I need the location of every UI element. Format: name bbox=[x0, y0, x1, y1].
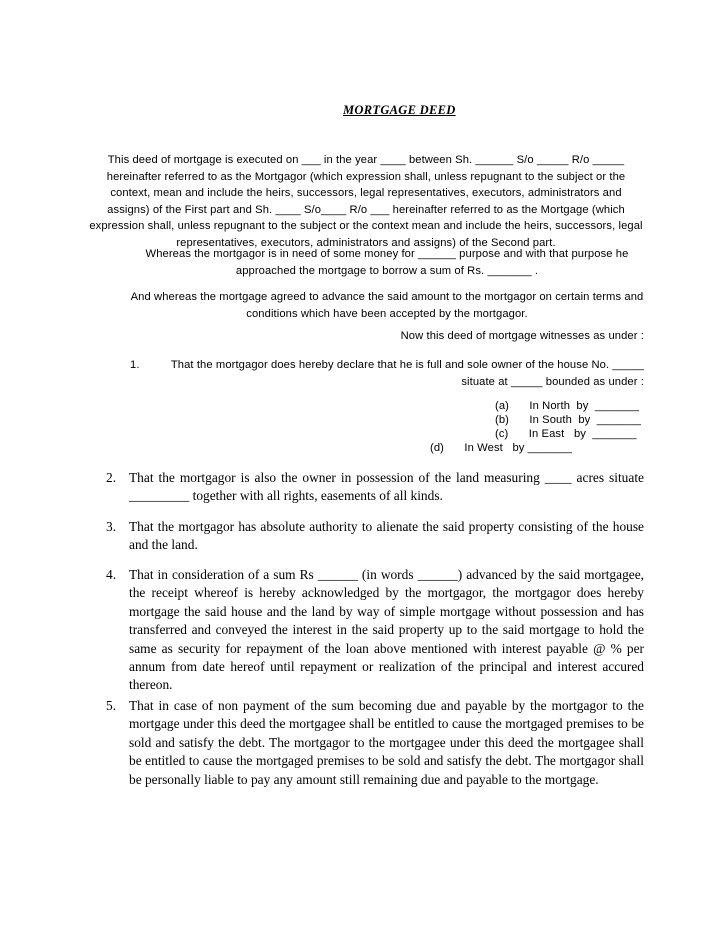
boundary-label: (a) bbox=[495, 400, 509, 412]
boundary-text: In East by _______ bbox=[528, 428, 637, 440]
document-title: MORTGAGE DEED bbox=[343, 103, 456, 117]
clause-number: 1. bbox=[130, 359, 140, 371]
clause-text: That the mortgagor is also the owner in possession of the land measuring ____ acres situate _________ together with all rights, easements of all kinds. bbox=[129, 470, 644, 504]
whereas-paragraph: Whereas the mortgagor is in need of some money for ______ purpose and with that purpose he approached the mortgage to borrow a sum of Rs. _______ . bbox=[145, 248, 629, 277]
clause-number: 2. bbox=[106, 470, 117, 485]
boundary-west bbox=[430, 440, 572, 457]
boundary-text: In South by _______ bbox=[529, 414, 641, 426]
boundary-label: (c) bbox=[495, 428, 509, 440]
clause-number: 3. bbox=[106, 519, 117, 534]
clause-number: 5. bbox=[106, 698, 117, 713]
boundary-label: (d) bbox=[430, 442, 444, 454]
clause-text: That in consideration of a sum Rs ______ (in words ______) advanced by the said mortgagee, the receipt whereof is hereby acknowledged by the mortgagor, the mortgagor does hereby mortgage the said house and the land by way of simple mortgage without possession and has transferred and conveyed the interest in the said property up to the said mortgage to hold the same as security for repayment of the loan above mentioned with interest payable @ % per annum from date hereof until repayment or realization of the principal and interest accured thereon. bbox=[129, 567, 644, 693]
and-whereas-paragraph: And whereas the mortgage agreed to advance the said amount to the mortgagor on certain terms and conditions which have been accepted by the mortgagor. bbox=[130, 291, 644, 320]
clause-number: 4. bbox=[106, 567, 117, 582]
clause-text: That the mortgagor does hereby declare that he is full and sole owner of the house No. _____ situate at _____ bounded as under : bbox=[170, 359, 644, 388]
clause-text: That the mortgagor has absolute authority to alienate the said property consisting of the house and the land. bbox=[129, 519, 644, 553]
clause-5 bbox=[106, 697, 644, 789]
boundary-label: (b) bbox=[495, 414, 509, 426]
witnesses-line: Now this deed of mortgage witnesses as under : bbox=[400, 330, 644, 342]
clause-3 bbox=[106, 518, 644, 555]
clause-text: That in case of non payment of the sum becoming due and payable by the mortgagor to the mortgage under this deed the mortgagee shall be entitled to cause the mortgaged premises to be sold and satisfy the debt. The mortgagor to the mortgagee under this deed the mortgagee shall be entitled to cause the mortgaged premises to be sold and satisfy the debt. The mortgagor shall be personally liable to pay any amount still remaining due and payable to the mortgage. bbox=[129, 698, 644, 787]
clause-2 bbox=[106, 469, 644, 506]
boundary-text: In West by _______ bbox=[464, 442, 572, 454]
intro-paragraph: This deed of mortgage is executed on ___ in the year ____ between Sh. ______ S/o _____ R/o _____ hereinafter referred to as the Mortgagor (which expression shall, unless repugnant to the subject or the context, mean and include the heirs, successors, legal representatives, executors, administrators and assigns) of the First part and Sh. ____ S/o____ R/o ___ hereinafter referred to as the Mortgage (which expression shall, unless repugnant to the subject or the context mean and include the heirs, successors, legal representatives, executors, administrators and assigns) of the Second part. bbox=[89, 154, 643, 249]
clause-1 bbox=[130, 357, 644, 390]
boundary-text: In North by _______ bbox=[529, 400, 640, 412]
clause-4 bbox=[106, 566, 644, 695]
